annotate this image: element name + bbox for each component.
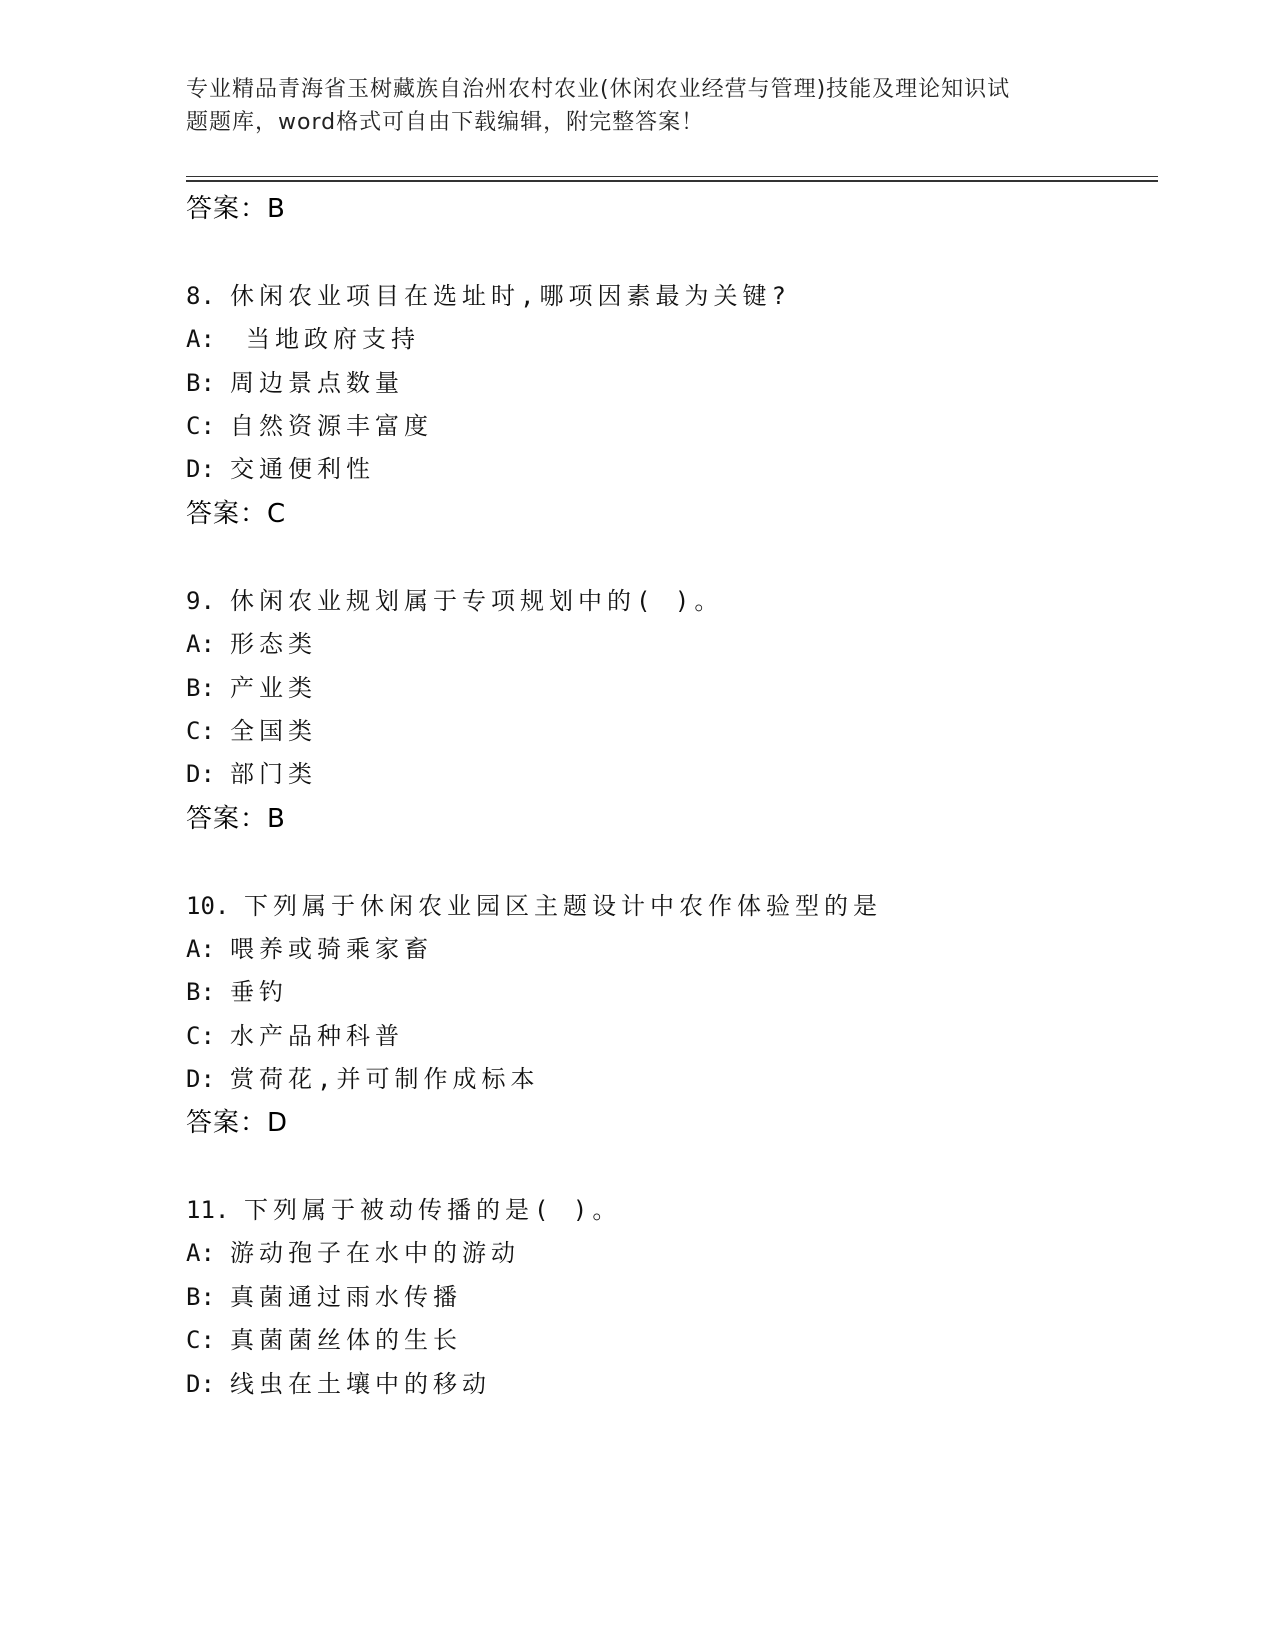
question-10-option-c (186, 1016, 404, 1051)
option-letter: A: (186, 935, 215, 963)
option-letter: D: (186, 1065, 215, 1093)
option-text: 真菌菌丝体的生长 (230, 1326, 462, 1354)
option-letter: C: (186, 717, 215, 745)
option-text: 水产品种科普 (230, 1022, 404, 1050)
option-text: 形态类 (230, 630, 317, 658)
option-text: 自然资源丰富度 (230, 412, 433, 440)
option-letter: A: (186, 325, 215, 353)
question-number: 11. (186, 1196, 230, 1224)
question-8-option-d (186, 449, 375, 484)
option-text: 部门类 (230, 760, 317, 788)
option-text: 交通便利性 (230, 455, 375, 483)
option-text: 真菌通过雨水传播 (230, 1283, 462, 1311)
option-text: 垂钓 (230, 978, 288, 1006)
option-letter: D: (186, 455, 215, 483)
option-letter: B: (186, 978, 215, 1006)
header-rule-thick (186, 180, 1158, 182)
question-9-answer: 答案：B (186, 804, 286, 834)
option-letter: A: (186, 1239, 215, 1267)
option-letter: D: (186, 760, 215, 788)
question-number: 9. (186, 587, 215, 615)
option-letter: B: (186, 1283, 215, 1311)
option-letter: B: (186, 674, 215, 702)
option-text: 当地政府支持 (246, 325, 420, 353)
question-text: 下列属于休闲农业园区主题设计中农作体验型的是 (244, 892, 882, 920)
question-8-answer: 答案：C (186, 499, 287, 529)
option-letter: C: (186, 1326, 215, 1354)
option-letter: D: (186, 1370, 215, 1398)
question-8-option-a (186, 319, 420, 354)
header-title-line-2: 题题库，word格式可自由下载编辑，附完整答案！ (186, 110, 705, 135)
option-text: 赏荷花,并可制作成标本 (230, 1065, 540, 1093)
question-9-stem (186, 581, 723, 616)
question-11-stem (186, 1190, 621, 1225)
option-letter: A: (186, 630, 215, 658)
answer-previous: 答案：B (186, 194, 286, 224)
option-letter: C: (186, 1022, 215, 1050)
question-9-option-d (186, 754, 317, 789)
question-text: 休闲农业规划属于专项规划中的( )。 (230, 587, 724, 615)
header-rule-thin (186, 176, 1158, 177)
option-text: 全国类 (230, 717, 317, 745)
question-9-option-c (186, 711, 317, 746)
option-letter: B: (186, 369, 215, 397)
option-text: 周边景点数量 (230, 369, 404, 397)
question-10-stem (186, 886, 882, 921)
question-9-option-a (186, 624, 317, 659)
option-text: 游动孢子在水中的游动 (230, 1239, 520, 1267)
document-header (186, 73, 1116, 139)
option-text: 产业类 (230, 674, 317, 702)
question-text: 休闲农业项目在选址时,哪项因素最为关键? (230, 282, 791, 310)
question-10-option-a (186, 929, 433, 964)
question-10-option-b (186, 972, 288, 1007)
question-8-stem (186, 276, 791, 311)
question-number: 8. (186, 282, 215, 310)
question-11-option-b (186, 1277, 462, 1312)
question-text: 下列属于被动传播的是( )。 (244, 1196, 622, 1224)
question-11-option-c (186, 1320, 462, 1355)
question-10-answer: 答案：D (186, 1108, 289, 1138)
option-letter: C: (186, 412, 215, 440)
header-title-line-1: 专业精品青海省玉树藏族自治州农村农业(休闲农业经营与管理)技能及理论知识试 (186, 77, 1011, 102)
question-11-option-d (186, 1364, 491, 1399)
question-8-option-b (186, 363, 404, 398)
option-text: 喂养或骑乘家畜 (230, 935, 433, 963)
question-11-option-a (186, 1233, 520, 1268)
question-10-option-d (186, 1059, 539, 1094)
option-text: 线虫在土壤中的移动 (230, 1370, 491, 1398)
question-number: 10. (186, 892, 230, 920)
question-9-option-b (186, 668, 317, 703)
question-8-option-c (186, 406, 433, 441)
